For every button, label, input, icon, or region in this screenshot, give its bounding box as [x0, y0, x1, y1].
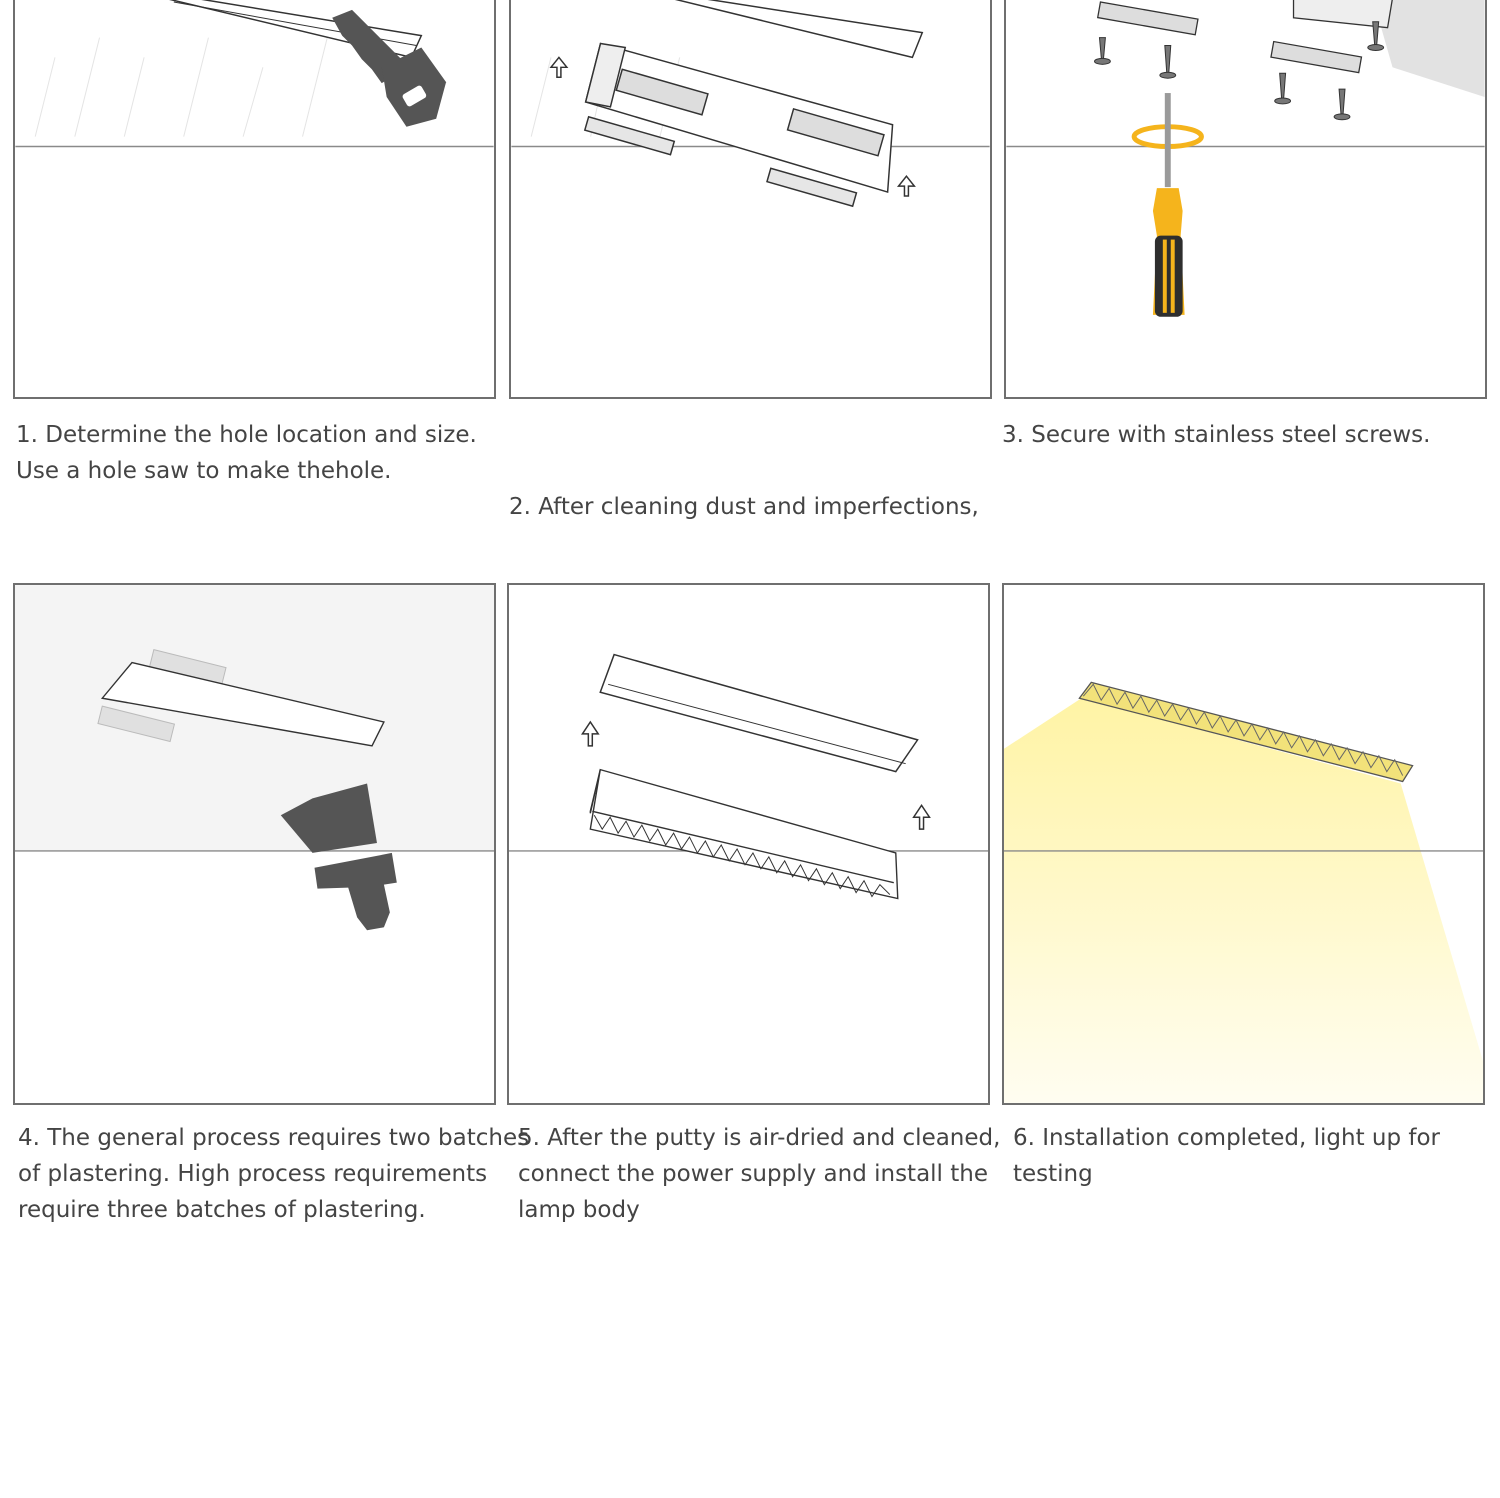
- step-1-panel: [13, 0, 496, 399]
- caption-line: 3. Secure with stainless steel screws.: [1002, 422, 1431, 448]
- caption-line: 1. Determine the hole location and size.: [16, 422, 477, 448]
- step-4-caption: [18, 1120, 529, 1228]
- step-2-illustration: [511, 0, 990, 397]
- step-5-panel: [507, 583, 990, 1105]
- caption-line: 6. Installation completed, light up for: [1013, 1125, 1441, 1151]
- step-6-illustration: [1004, 585, 1483, 1103]
- step-3-caption: [1002, 417, 1430, 453]
- caption-line: require three batches of plastering.: [18, 1197, 426, 1223]
- step-1-caption: [16, 417, 477, 489]
- step-1-illustration: [15, 0, 494, 397]
- caption-line: lamp body: [518, 1197, 640, 1223]
- step-6-panel: [1002, 583, 1485, 1105]
- caption-line: Use a hole saw to make thehole.: [16, 458, 392, 484]
- step-5-caption: [518, 1120, 1000, 1228]
- step-3-illustration: [1006, 0, 1485, 397]
- caption-line: of plastering. High process requirements: [18, 1161, 488, 1187]
- caption-line: 2. After cleaning dust and imperfections,: [509, 494, 979, 520]
- hand-saw-icon: [332, 10, 446, 127]
- light-beam: [1004, 698, 1483, 1103]
- lamp-body: [590, 770, 897, 899]
- caption-line: testing: [1013, 1161, 1093, 1187]
- step-2-panel: [509, 0, 992, 399]
- screw-icon: [1095, 22, 1384, 120]
- step-4-panel: [13, 583, 496, 1105]
- step-4-illustration: [15, 585, 494, 1103]
- caption-line: 5. After the putty is air-dried and cleaned,: [518, 1125, 1001, 1151]
- step-3-panel: [1004, 0, 1487, 399]
- step-6-caption: [1013, 1120, 1440, 1192]
- caption-line: 4. The general process requires two batches: [18, 1125, 530, 1151]
- screwdriver-icon: [1134, 93, 1201, 317]
- step-5-illustration: [509, 585, 988, 1103]
- embedded-housing: [585, 44, 893, 207]
- caption-line: connect the power supply and install the: [518, 1161, 989, 1187]
